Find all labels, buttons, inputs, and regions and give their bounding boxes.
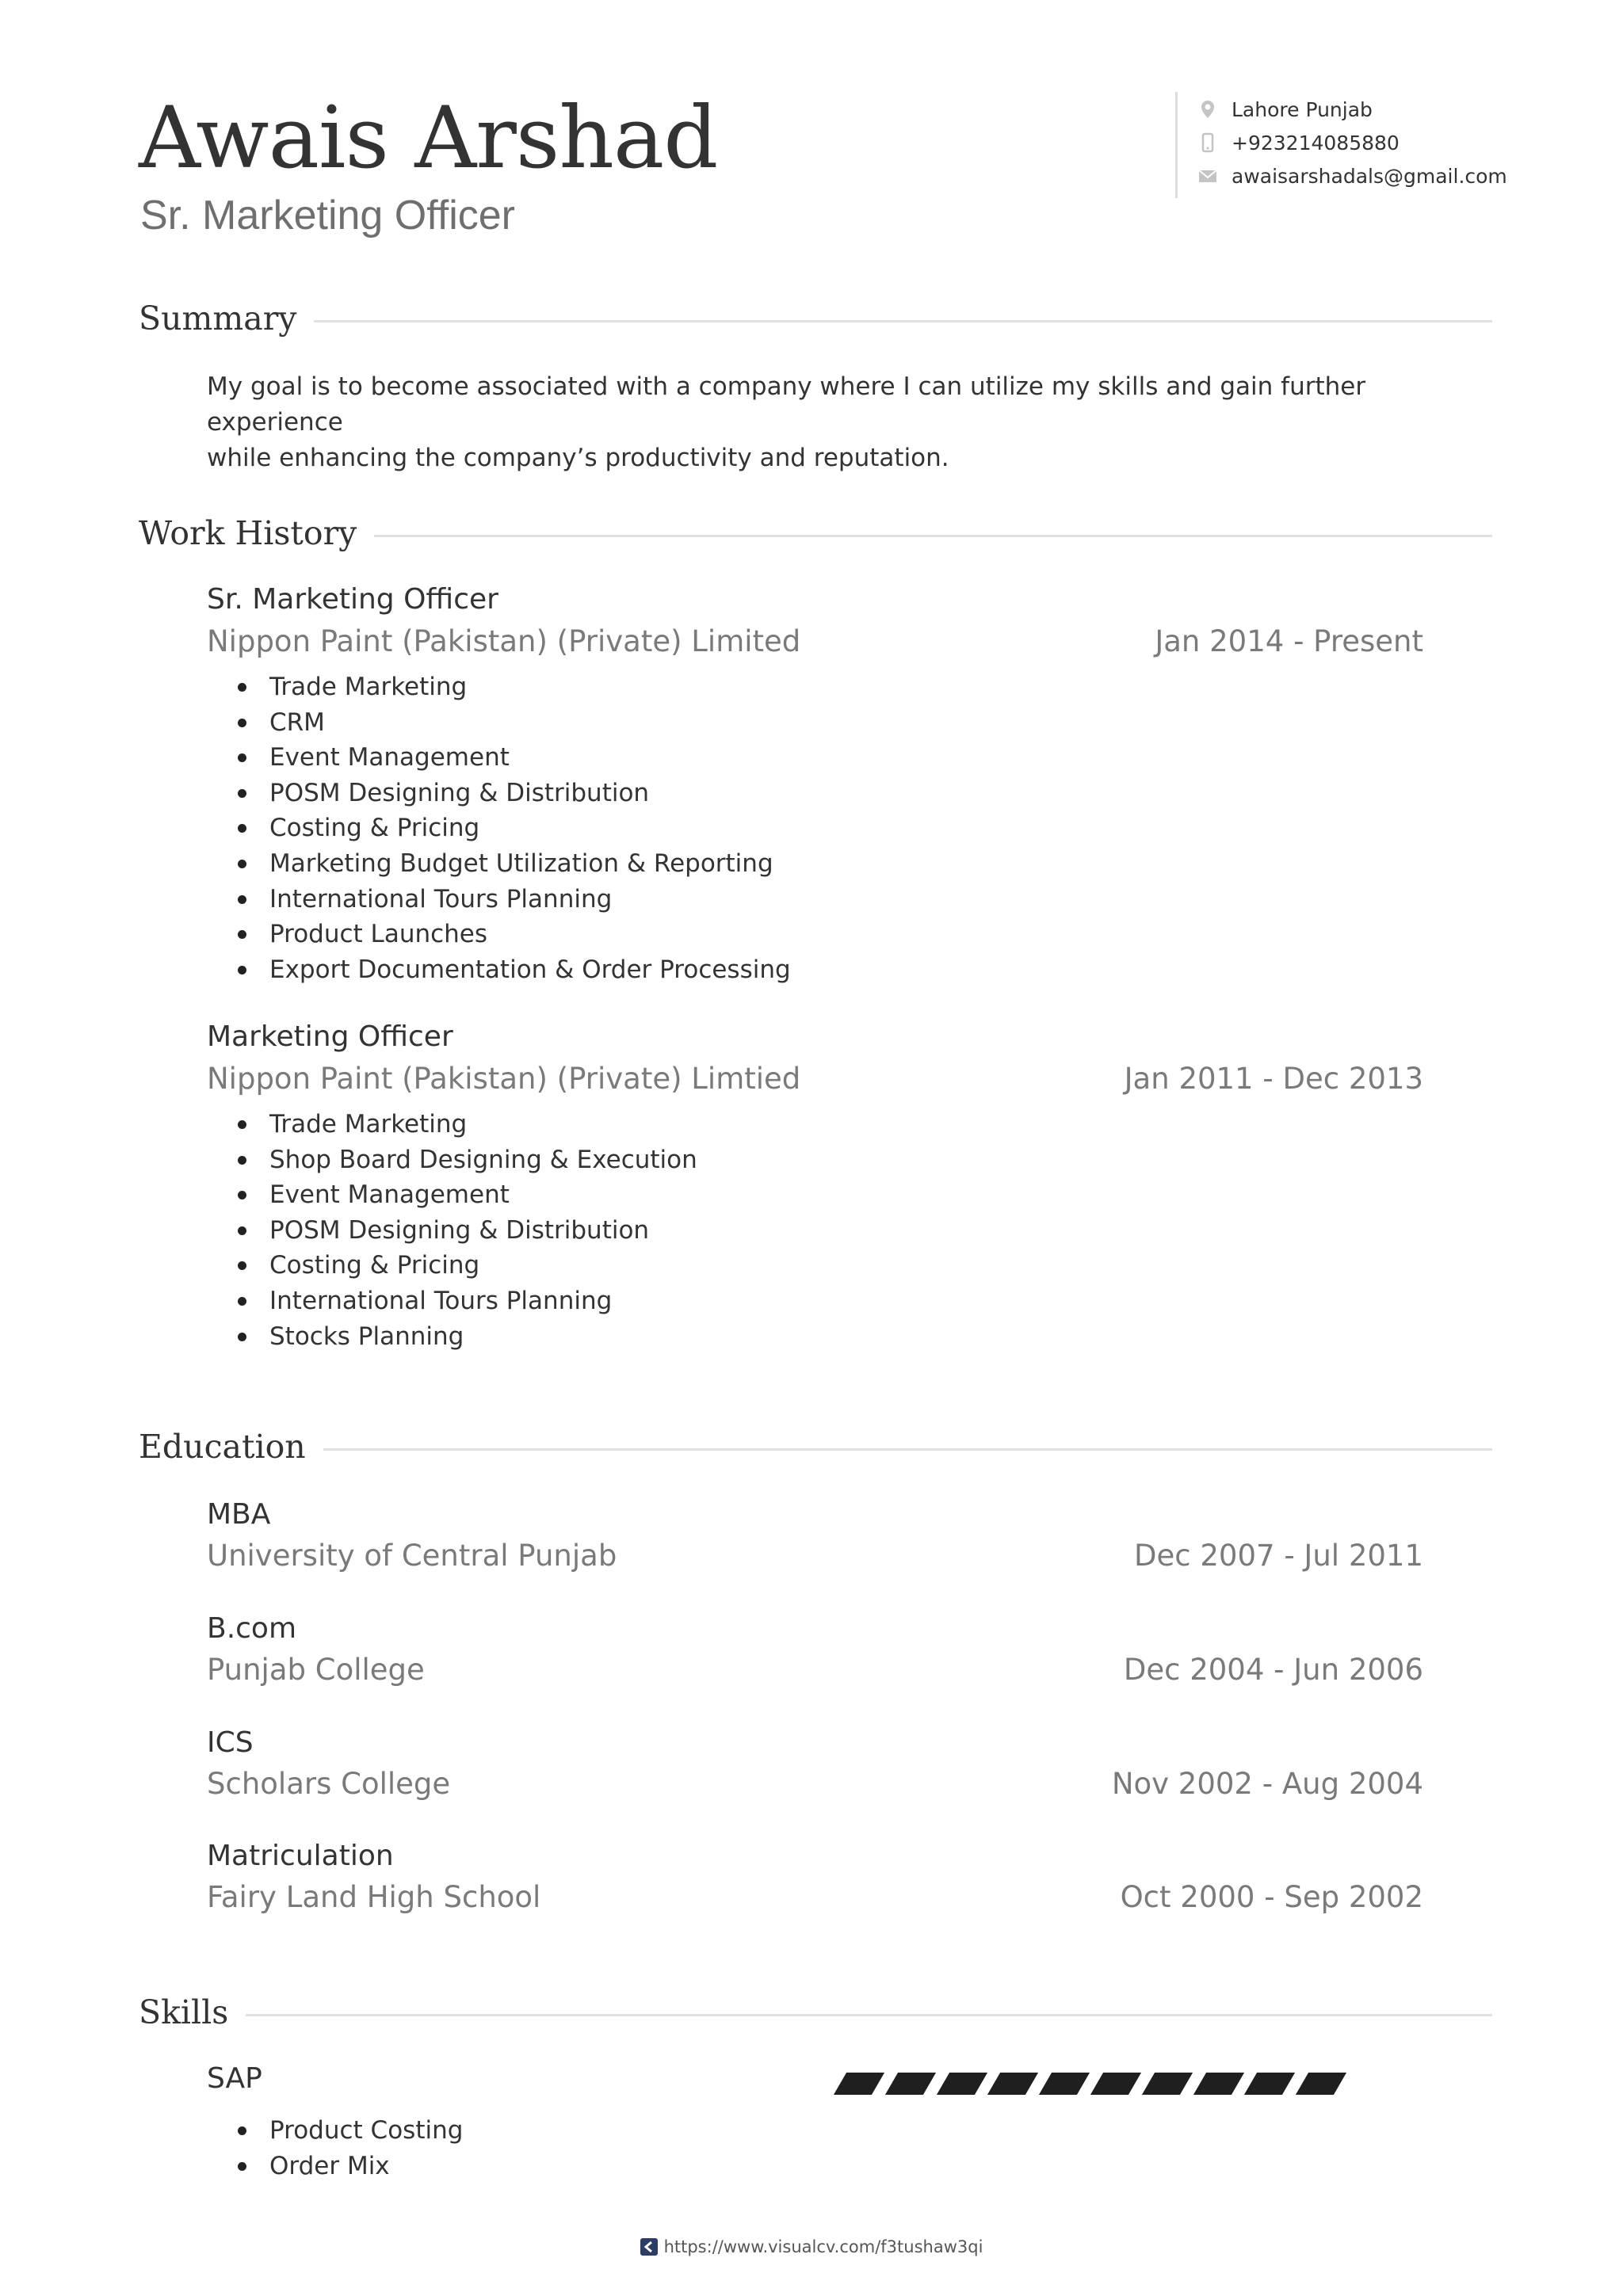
skill-level-segment xyxy=(1090,2073,1141,2095)
edu-degree: B.com xyxy=(207,1612,297,1645)
skills-heading: Skills xyxy=(139,1989,246,2036)
list-item: POSM Designing & Distribution xyxy=(238,1213,697,1249)
edu-dates: Nov 2002 - Aug 2004 xyxy=(1111,1767,1423,1801)
job-title: Sr. Marketing Officer xyxy=(207,583,498,616)
skill-level-segment xyxy=(1039,2073,1090,2095)
work-history-heading: Work History xyxy=(139,509,374,557)
list-item: Order Mix xyxy=(238,2149,463,2184)
edu-dates: Dec 2007 - Jul 2011 xyxy=(1134,1539,1423,1573)
contact-location xyxy=(1197,93,1373,125)
edu-school: Scholars College xyxy=(207,1767,451,1801)
job-dates: Jan 2014 - Present xyxy=(1155,624,1423,658)
edu-degree: Matriculation xyxy=(207,1840,394,1872)
candidate-title: Sr. Marketing Officer xyxy=(140,193,515,238)
skill-level-segment xyxy=(1244,2073,1295,2095)
edu-dates: Dec 2004 - Jun 2006 xyxy=(1123,1653,1423,1687)
skill-level-segment xyxy=(834,2073,884,2095)
summary-section-header xyxy=(139,295,1492,342)
list-item: International Tours Planning xyxy=(238,882,791,917)
section-divider xyxy=(305,320,1492,322)
list-item: Event Management xyxy=(238,1177,697,1213)
section-divider xyxy=(315,1448,1492,1451)
job-title: Marketing Officer xyxy=(207,1020,453,1053)
section-divider xyxy=(242,2014,1492,2016)
skill-name: SAP xyxy=(207,2062,262,2095)
contact-phone[interactable] xyxy=(1197,127,1400,158)
edu-school: Fairy Land High School xyxy=(207,1880,541,1914)
visualcv-logo-icon xyxy=(640,2238,658,2256)
list-item: Export Documentation & Order Processing xyxy=(238,952,791,988)
skill-level-segment xyxy=(1296,2073,1346,2095)
skill-level-segment xyxy=(1142,2073,1193,2095)
mobile-phone-icon xyxy=(1197,132,1219,154)
list-item: Costing & Pricing xyxy=(238,1248,697,1283)
edu-school: University of Central Punjab xyxy=(207,1539,617,1573)
footer-url-link[interactable]: https://www.visualcv.com/f3tushaw3qi xyxy=(663,2237,983,2256)
contact-email[interactable] xyxy=(1197,160,1507,192)
skill-level-segment xyxy=(885,2073,936,2095)
edu-school: Punjab College xyxy=(207,1653,425,1687)
skill-level-segment xyxy=(1193,2073,1244,2095)
job-duties-list xyxy=(238,1107,697,1354)
list-item: Product Launches xyxy=(238,917,791,952)
list-item: Shop Board Designing & Execution xyxy=(238,1142,697,1178)
list-item: International Tours Planning xyxy=(238,1283,697,1319)
job-company: Nippon Paint (Pakistan) (Private) Limited xyxy=(207,624,801,658)
summary-text xyxy=(207,369,1443,476)
job-duties-list xyxy=(238,669,791,987)
skill-details-list xyxy=(238,2113,463,2183)
list-item: Marketing Budget Utilization & Reporting xyxy=(238,846,791,882)
education-section-header xyxy=(139,1423,1492,1470)
education-heading: Education xyxy=(139,1423,323,1470)
footer xyxy=(0,2237,1623,2256)
skill-level-segment xyxy=(987,2073,1038,2095)
edu-dates: Oct 2000 - Sep 2002 xyxy=(1120,1880,1423,1914)
summary-line: My goal is to become associated with a company where I can utilize my skills and gain further experience xyxy=(207,372,1366,437)
work-history-section-header xyxy=(139,509,1492,557)
envelope-icon xyxy=(1197,165,1219,187)
location-pin-icon xyxy=(1197,98,1219,120)
candidate-name: Awais Arshad xyxy=(139,89,718,188)
skill-level-segment xyxy=(937,2073,987,2095)
list-item: POSM Designing & Distribution xyxy=(238,776,791,811)
job-dates: Jan 2011 - Dec 2013 xyxy=(1124,1062,1423,1096)
contact-email-text: awaisarshadals@gmail.com xyxy=(1232,164,1507,188)
summary-line: while enhancing the company’s productivity and reputation. xyxy=(207,444,949,472)
summary-heading: Summary xyxy=(139,295,314,342)
job-company: Nippon Paint (Pakistan) (Private) Limtied xyxy=(207,1062,801,1096)
edu-degree: ICS xyxy=(207,1726,254,1759)
list-item: Product Costing xyxy=(238,2113,463,2149)
list-item: Trade Marketing xyxy=(238,669,791,705)
contact-location-text: Lahore Punjab xyxy=(1232,97,1373,121)
list-item: CRM xyxy=(238,705,791,741)
skill-level-meter xyxy=(834,2073,1347,2096)
contact-block xyxy=(1175,92,1507,198)
contact-phone-text: +923214085880 xyxy=(1232,131,1400,154)
list-item: Trade Marketing xyxy=(238,1107,697,1142)
edu-degree: MBA xyxy=(207,1498,271,1531)
list-item: Costing & Pricing xyxy=(238,810,791,846)
section-divider xyxy=(369,535,1492,537)
list-item: Stocks Planning xyxy=(238,1319,697,1355)
skills-section-header xyxy=(139,1989,1492,2036)
list-item: Event Management xyxy=(238,740,791,776)
